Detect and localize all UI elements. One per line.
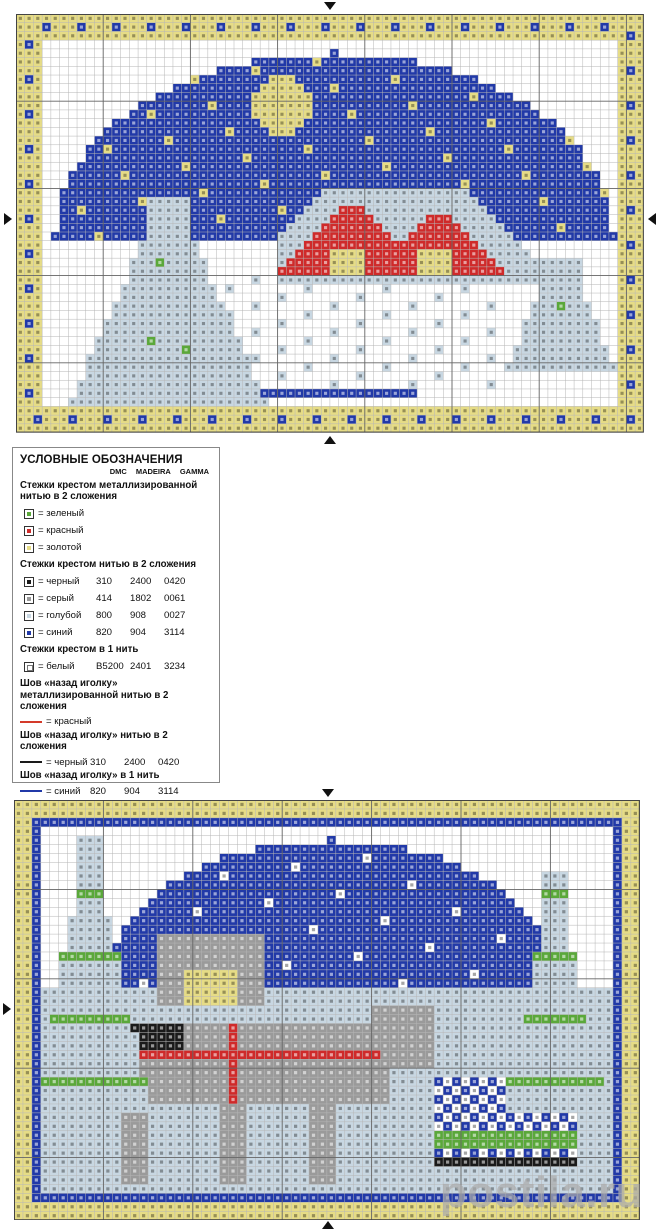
- legend-item-metallic-green: = зеленый: [20, 505, 213, 522]
- brand-dmc: DMC: [109, 467, 127, 477]
- legend-section-heading: Шов «назад иголку» в 1 нить: [20, 770, 160, 782]
- stitch-symbol-icon: [24, 543, 34, 553]
- center-marker-bottom-3: [3, 1003, 11, 1015]
- center-marker-top-1: [324, 2, 336, 10]
- swatch-line-4-0: [20, 761, 42, 763]
- stitch-symbol-icon: [24, 611, 34, 621]
- watermark-text: postila.ru: [440, 1168, 644, 1217]
- swatch-1-2: [27, 614, 31, 618]
- legend-item-backstitch-black: = черный 310 2400 0420: [20, 755, 213, 769]
- swatch-line-3-0: [20, 721, 42, 723]
- swatch-1-0: [27, 580, 31, 584]
- legend-section-heading: Шов «назад иголку» металлизированной нитью в 2 сложения: [20, 678, 169, 712]
- chart-top-winter-house: [16, 14, 644, 434]
- stitch-symbol-icon: [24, 577, 34, 587]
- stitch-symbol-icon: [24, 662, 34, 672]
- swatch-1-1: [27, 597, 31, 601]
- legend-brand-headers: [20, 468, 213, 477]
- brand-madeira: MADEIRA: [135, 467, 171, 477]
- center-marker-bottom-2: [322, 1221, 334, 1229]
- legend-section-heading: Стежки крестом нитью в 2 сложения: [20, 559, 197, 571]
- center-marker-bottom-1: [322, 789, 334, 797]
- center-marker-top-3: [4, 213, 12, 225]
- legend-section-heading: Шов «назад иголку» нитью в 2 сложения: [20, 729, 168, 753]
- swatch-0-2: [27, 546, 31, 550]
- swatch-0-0: [27, 512, 31, 516]
- legend-item-white: = белый B5200 2401 3234: [20, 658, 213, 675]
- legend-section-heading: Стежки крестом в 1 нить: [20, 644, 139, 656]
- center-marker-top-4: [648, 213, 656, 225]
- brand-gamma: GAMMA: [179, 467, 209, 477]
- legend-item-metallic-gold: = золотой: [20, 539, 213, 556]
- stitch-symbol-icon: [24, 509, 34, 519]
- stitch-symbol-icon: [24, 628, 34, 638]
- swatch-1-3: [27, 631, 31, 635]
- legend-item-backstitch-red: = красный: [20, 715, 213, 729]
- chart-bottom-winter-horse: [14, 800, 640, 1220]
- legend-item-backstitch-navy: = синий 820 904 3114: [20, 784, 213, 798]
- swatch-2-0: [27, 665, 33, 671]
- legend-item-metallic-red: = красный: [20, 522, 213, 539]
- legend-item-light-blue: = голубой 800 908 0027: [20, 607, 213, 624]
- stitch-symbol-icon: [24, 526, 34, 536]
- legend-item-gray: = серый 414 1802 0061: [20, 590, 213, 607]
- chart-bottom-grid: [14, 800, 640, 1220]
- legend-panel: [12, 447, 220, 797]
- legend-section-heading: Стежки крестом металлизированной нитью в 2 сложения: [20, 479, 198, 502]
- center-marker-top-2: [324, 436, 336, 444]
- chart-top-grid: [16, 14, 644, 434]
- legend-item-navy: = синий 820 904 3114: [20, 624, 213, 641]
- stitch-symbol-icon: [24, 594, 34, 604]
- swatch-line-5-0: [20, 790, 42, 792]
- legend-item-black: = черный 310 2400 0420: [20, 573, 213, 590]
- legend-title: УСЛОВНЫЕ ОБОЗНАЧЕНИЯ: [20, 454, 183, 466]
- swatch-0-1: [27, 529, 31, 533]
